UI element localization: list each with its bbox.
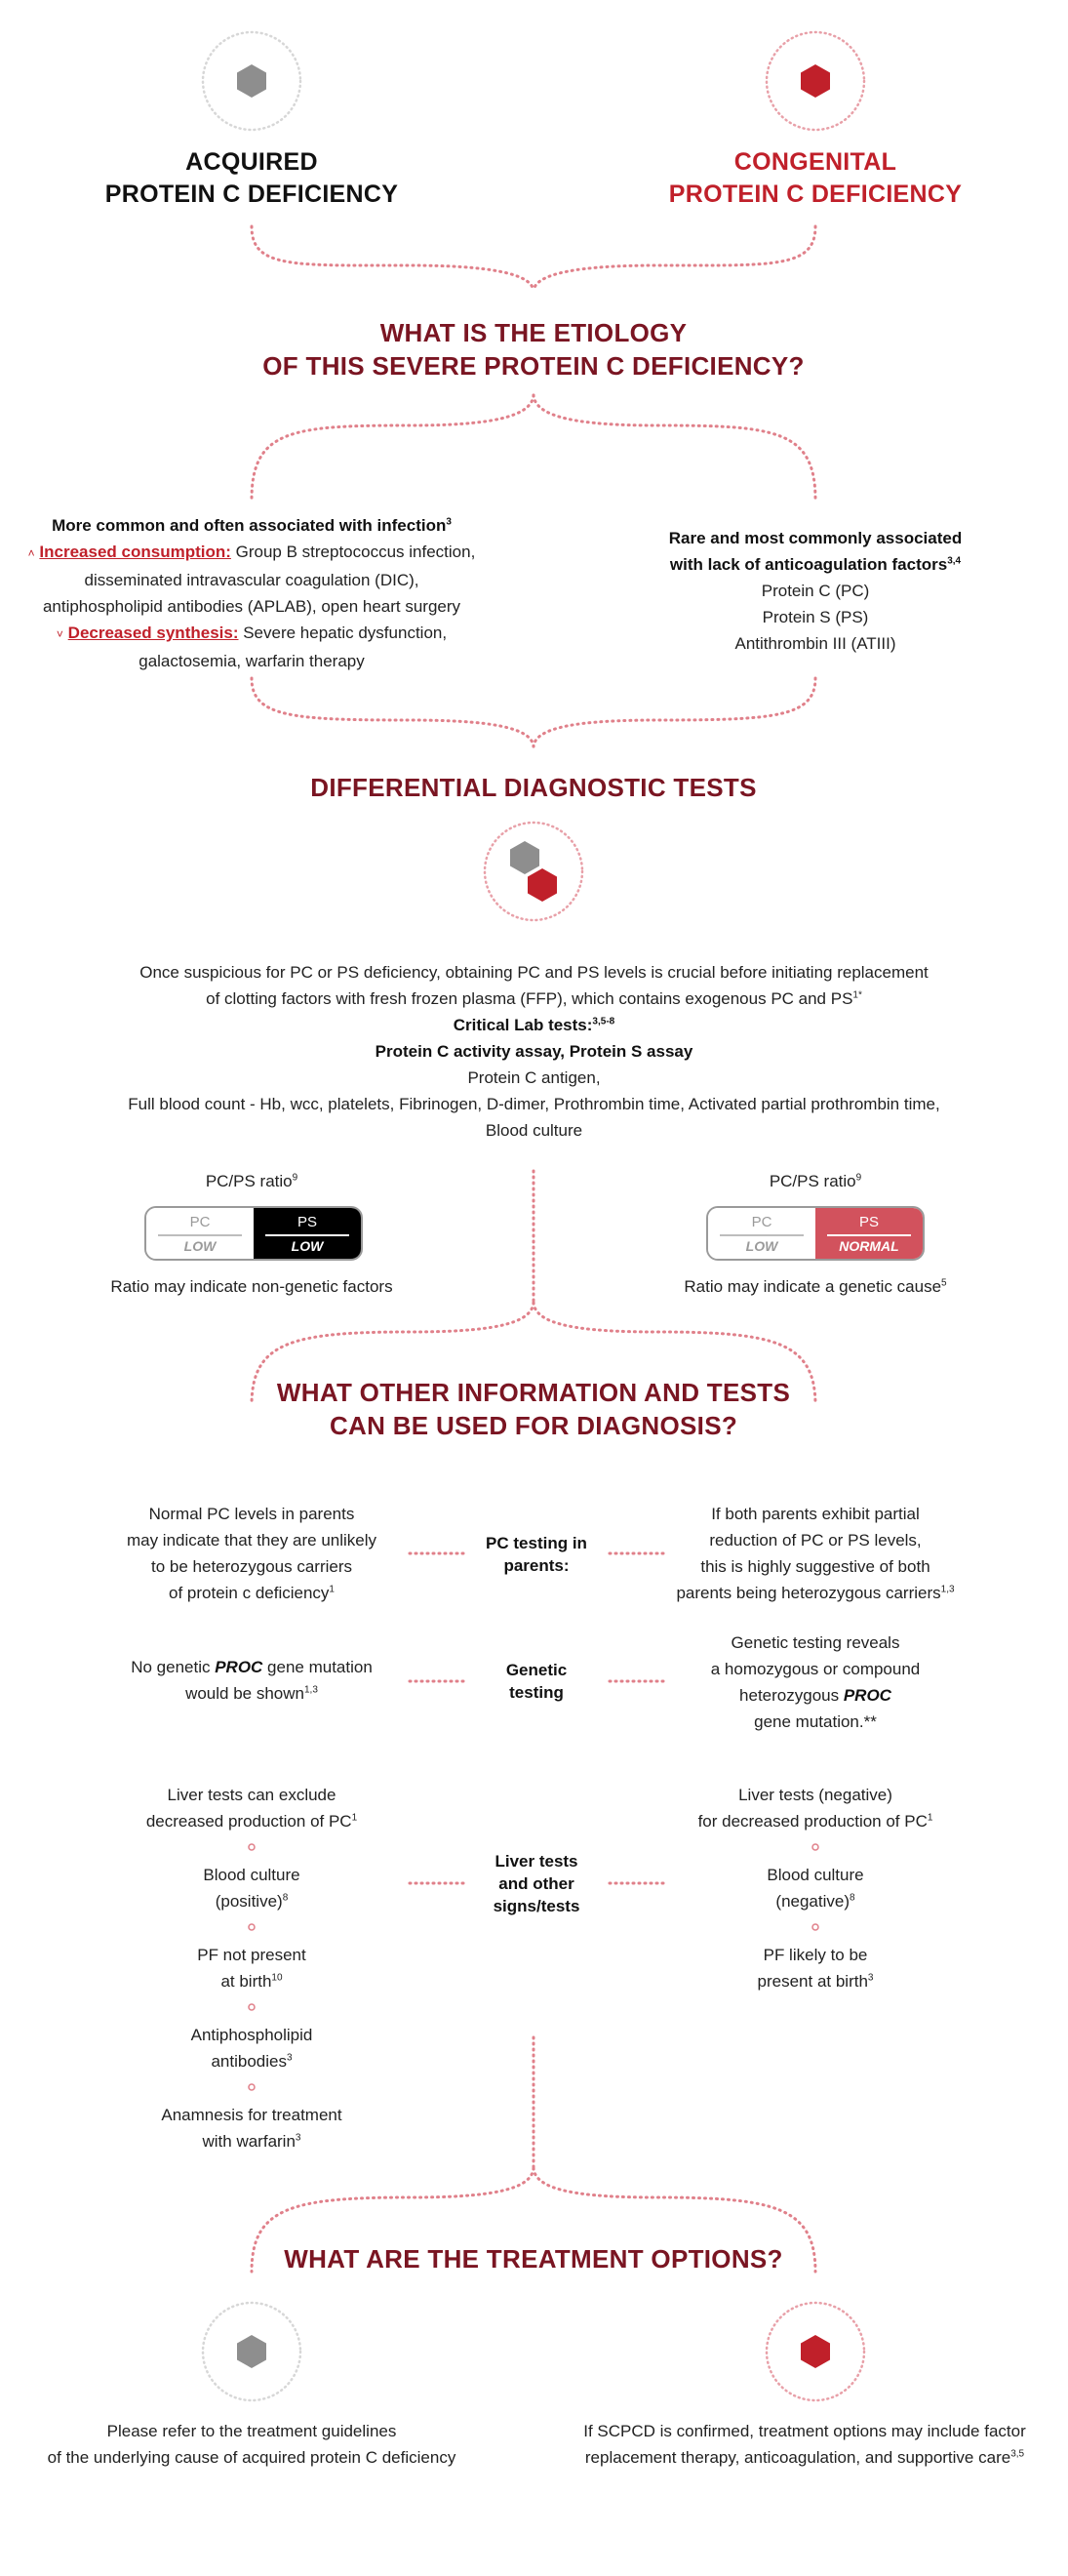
congenital-title-line: CONGENITAL <box>733 148 897 176</box>
blood-culture-text: Blood culture <box>485 1121 583 1140</box>
other-info-question-line: WHAT OTHER INFORMATION AND TESTS <box>276 1378 791 1407</box>
congenital-etiology-heading: with lack of anticoagulation factors$^{3,4}$ <box>669 555 962 574</box>
ratio-pill-congenital <box>706 1206 925 1261</box>
congenital-title <box>620 146 1010 211</box>
pill-ps-segment: PS LOW <box>254 1208 361 1259</box>
diagnostic-intro-line: of clotting factors with fresh frozen plasma (FFP), which contains exogenous PC and $PS^{1*}$ <box>206 989 862 1008</box>
genetic-right-text: Genetic testing reveals a homozygous or compound heterozygous PROC gene mutation.** <box>710 1633 921 1731</box>
top-merge-connector <box>252 226 534 291</box>
etiology-split-right <box>534 395 815 500</box>
treatment-right-text: If SCPCD is confirmed, treatment options may include factor replacement therapy, anticoagulation, and supportive care$^{3,5}$ <box>583 2422 1026 2467</box>
congenital-hexagon-icon <box>767 32 864 130</box>
liver-left-item: Liver tests can exclude decreased production of $PC^1$ <box>145 1786 358 1831</box>
liver-left-item: Blood culture (positive)$^8$ <box>203 1866 300 1911</box>
acquired-title-line: PROTEIN C DEFICIENCY <box>104 181 399 208</box>
bullet-ring <box>249 1844 255 1850</box>
ratio-caption-right: Ratio may indicate a genetic cause$^5$ <box>684 1277 947 1296</box>
increased-consumption-text: disseminated intravascular coagulation (DIC), <box>84 571 419 589</box>
congenital-etiology <box>585 525 1046 657</box>
bullet-ring <box>249 2084 255 2090</box>
treatment-question: WHAT ARE THE TREATMENT OPTIONS? <box>284 2244 783 2274</box>
critical-lab-tests-label: Critical Lab tests:$^{3,5-8}$ <box>453 1016 615 1034</box>
other-info-question-line: CAN BE USED FOR DIAGNOSIS? <box>329 1411 738 1440</box>
congenital-title-line: PROTEIN C DEFICIENCY <box>668 181 963 208</box>
ratio-pill-acquired <box>144 1206 363 1261</box>
treatment-left-text: Please refer to the treatment guidelines of the underlying cause of acquired protein C deficiency <box>47 2422 456 2467</box>
parents-right-text: If both parents exhibit partial reduction of PC or PS levels, this is highly suggestive of both parents being heterozygous carriers$^{1,3}$ <box>676 1505 955 1602</box>
liver-label: Liver tests and other signs/tests <box>493 1852 580 1915</box>
etiology-question-line: WHAT IS THE ETIOLOGY <box>379 318 688 347</box>
treatment-congenital-hexagon-icon <box>767 2303 864 2400</box>
liver-right-item: Blood culture (negative)$^8$ <box>767 1866 864 1911</box>
parents-left-text: Normal PC levels in parents may indicate that they are unlikely to be heterozygous carriers of protein c deficiency$^1$ <box>126 1505 377 1602</box>
diagnostic-intro-line: Once suspicious for PC or PS deficiency, obtaining PC and PS levels is crucial before initiating replacement <box>139 963 929 982</box>
genetic-left-text: No genetic PROC gene mutation would be shown$^{1,3}$ <box>131 1658 373 1703</box>
diagnostic-title: DIFFERENTIAL DIAGNOSTIC TESTS <box>310 773 757 802</box>
ratio-label-right: PC/PS ratio$^9$ <box>769 1172 862 1190</box>
other-info-question <box>143 1376 924 1442</box>
decreased-synthesis-link[interactable]: Decreased synthesis: <box>67 624 239 642</box>
congenital-factor-item: Protein S (PS) <box>762 608 869 626</box>
bullet-ring <box>249 2004 255 2010</box>
genetic-label: Genetic testing <box>505 1661 568 1702</box>
acquired-title-line: ACQUIRED <box>185 148 318 176</box>
increased-consumption-line: ˄ Increased consumption: Group B streptococcus infection, <box>27 543 476 561</box>
acquired-etiology <box>0 512 503 674</box>
etiology-question <box>143 316 924 382</box>
congenital-etiology-heading: Rare and most commonly associated <box>668 529 963 547</box>
congenital-factor-item: Antithrombin III (ATIII) <box>734 634 896 653</box>
bullet-ring <box>812 1924 818 1930</box>
decreased-synthesis-text: galactosemia, warfarin therapy <box>138 652 365 670</box>
etiology-question-line: OF THIS SEVERE PROTEIN C DEFICIENCY? <box>262 351 805 381</box>
pill-pc-segment: PC LOW <box>708 1208 815 1259</box>
acquired-title <box>57 146 447 211</box>
chevron-down-icon: ˅ <box>56 627 63 641</box>
antigen-text: Protein C antigen, <box>467 1068 601 1087</box>
liver-left-item: PF not present at birth$^{10}$ <box>197 1946 306 1991</box>
liver-right-item: PF likely to be present at birth$^3$ <box>757 1946 874 1991</box>
congenital-factor-item: Protein C (PC) <box>761 582 870 600</box>
full-blood-count-text: Full blood count - Hb, wcc, platelets, Fibrinogen, D-dimer, Prothrombin time, Activated partial prothrombin time, <box>128 1095 940 1113</box>
diagnostic-merge-left <box>252 678 534 746</box>
liver-left-item: Antiphospholipid antibodies$^3$ <box>190 2026 313 2071</box>
assays-text: Protein C activity assay, Protein S assay <box>375 1042 693 1061</box>
liver-right-item: Liver tests (negative) for decreased production of $PC^1$ <box>697 1786 933 1831</box>
diagnostic-hexagons-icon <box>485 823 582 920</box>
decreased-synthesis-line: ˅ Decreased synthesis: Severe hepatic dysfunction, <box>56 624 448 642</box>
diagnostic-body <box>39 959 1029 1144</box>
parents-label: PC testing in parents: <box>486 1534 587 1575</box>
ratio-caption-left: Ratio may indicate non-genetic factors <box>110 1277 393 1296</box>
acquired-etiology-heading: More common and often associated with infection$^3$ <box>52 516 452 535</box>
increased-consumption-text: antiphospholipid antibodies (APLAB), open heart surgery <box>42 597 461 616</box>
increased-consumption-link[interactable]: Increased consumption: <box>39 543 231 561</box>
bullet-ring <box>249 1924 255 1930</box>
bullet-ring <box>812 1844 818 1850</box>
top-merge-connector-right <box>534 226 815 291</box>
treatment-acquired-hexagon-icon <box>203 2303 300 2400</box>
diagnostic-merge-right <box>534 678 815 746</box>
pill-ps-segment: PS NORMAL <box>815 1208 923 1259</box>
pill-pc-segment: PC LOW <box>146 1208 254 1259</box>
ratio-label-left: PC/PS ratio$^9$ <box>205 1172 298 1190</box>
liver-left-item: Anamnesis for treatment with warfarin$^3$ <box>161 2106 342 2151</box>
chevron-up-icon: ˄ <box>27 546 35 560</box>
etiology-split-left <box>252 395 534 500</box>
acquired-hexagon-icon <box>203 32 300 130</box>
